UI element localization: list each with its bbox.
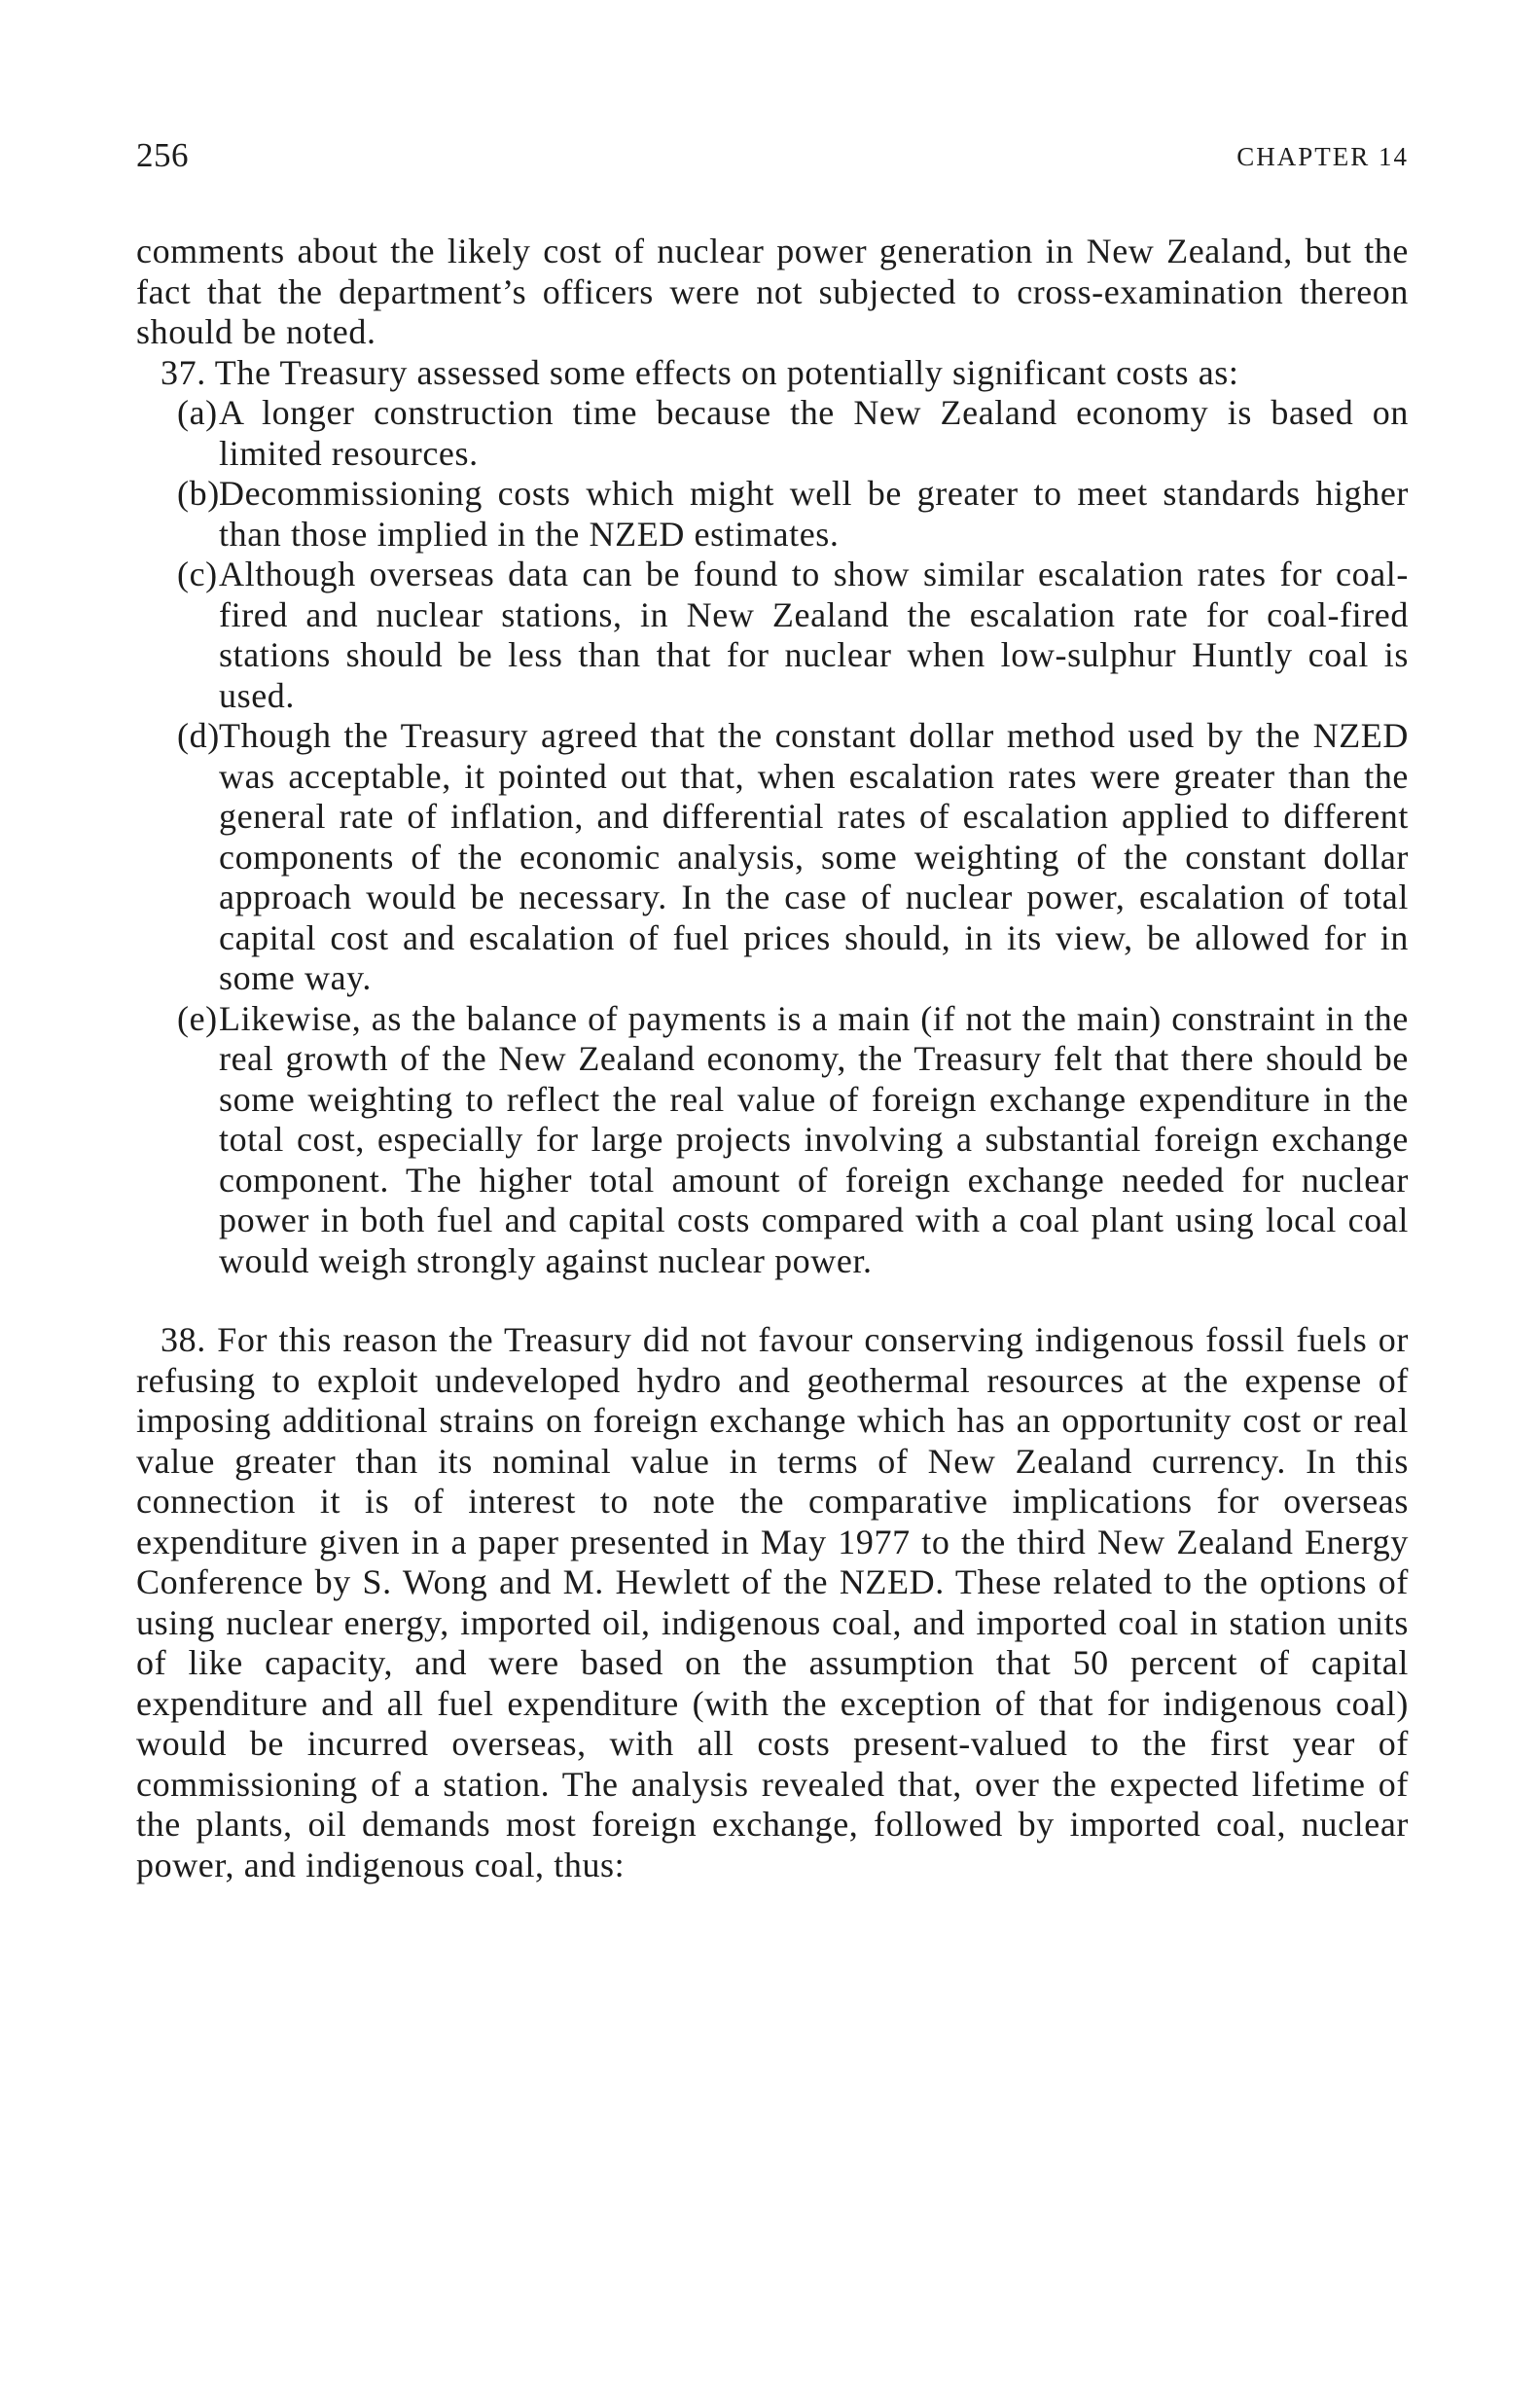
list-marker: (b) [177, 474, 220, 513]
running-head [136, 136, 1409, 175]
list-item-text: A longer construction time because the New Zealand economy is based on limited resources. [219, 393, 1409, 473]
page-number: 256 [136, 136, 189, 174]
list-item-d [136, 716, 1409, 999]
continuation-paragraph: comments about the likely cost of nuclear power generation in New Zealand, but the fact that the department’s officers were not subjected to cross-examination thereon should be noted. [136, 232, 1409, 351]
list-item-a [136, 393, 1409, 474]
list-item-e [136, 999, 1409, 1282]
chapter-label: CHAPTER 14 [1236, 142, 1409, 171]
paragraph-37-intro: 37. The Treasury assessed some effects on potentially significant costs as: [161, 352, 1239, 392]
body-text [136, 232, 1409, 1885]
list-marker: (e) [177, 998, 218, 1038]
list-item-text: Decommissioning costs which might well be greater to meet standards higher than those implied in the NZED estimates. [219, 474, 1409, 554]
paragraph-38: 38. For this reason the Treasury did not favour conserving indigenous fossil fuels or refusing to exploit undeveloped hydro and geothermal resources at the expense of imposing additional strains on foreign exchange which has an opportunity cost or real value greater than its nominal value in terms of New Zealand currency. In this connection it is of interest to note the comparative implications for overseas expenditure given in a paper presented in May 1977 to the third New Zealand Energy Conference by S. Wong and M. Hewlett of the NZED. These related to the options of using nuclear energy, imported oil, indigenous coal, and imported coal in station units of like capacity, and were based on the assumption that 50 percent of capital expenditure and all fuel expenditure (with the exception of that for indigenous coal) would be incurred overseas, with all costs present-valued to the first year of commissioning of a station. The analysis revealed that, over the expected lifetime of the plants, oil demands most foreign exchange, followed by imported coal, nuclear power, and indigenous coal, thus: [136, 1320, 1409, 1884]
list-marker: (c) [177, 555, 218, 593]
list-item-c [136, 555, 1409, 716]
list-item-b [136, 474, 1409, 555]
list-item-text: Although overseas data can be found to show similar escalation rates for coal-fired and nuclear stations, in New Zealand the escalation rate for coal-fired stations should be less than that for nuclear when low-sulphur Huntly coal is used. [219, 555, 1409, 715]
list-item-text: Though the Treasury agreed that the constant dollar method used by the NZED was acceptable, it pointed out that, when escalation rates were greater than the general rate of inflation, and differential rates of escalation applied to different components of the economic analysis, some weighting of the constant dollar approach would be necessary. In the case of nuclear power, escalation of total capital cost and escalation of fuel prices should, in its view, be allowed for in some way. [219, 716, 1409, 997]
list-marker: (d) [177, 716, 220, 755]
list-item-text: Likewise, as the balance of payments is a main (if not the main) constraint in the real growth of the New Zealand economy, the Treasury felt that there should be some weighting to reflect the real value of foreign exchange expenditure in the total cost, especially for large projects involving a substantial foreign exchange component. The higher total amount of foreign exchange needed for nuclear power in both fuel and capital costs compared with a coal plant using local coal would weigh strongly against nuclear power. [219, 998, 1409, 1280]
list-marker: (a) [177, 393, 218, 432]
